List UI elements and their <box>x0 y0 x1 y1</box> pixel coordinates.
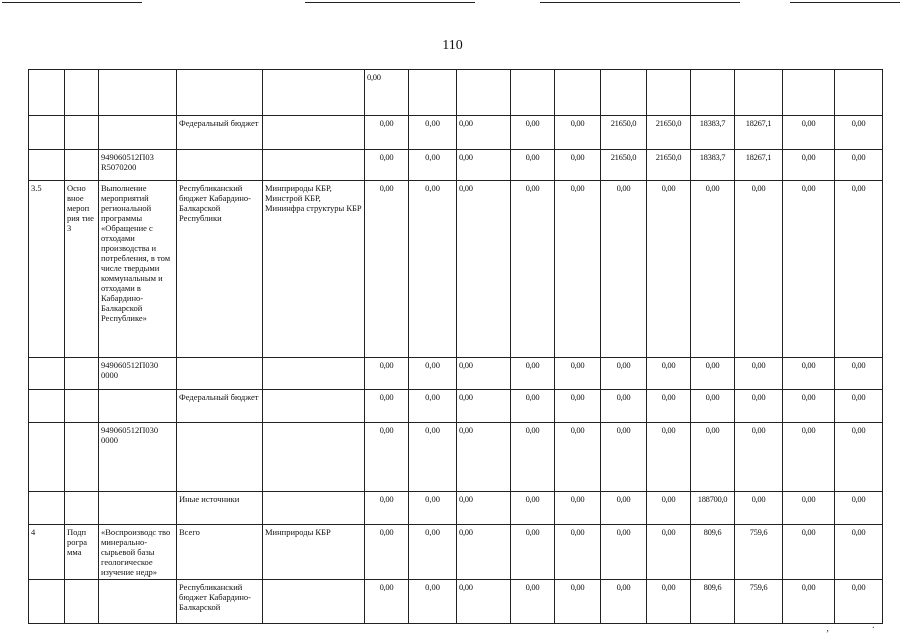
top-rule-2 <box>305 2 475 3</box>
table-row <box>29 70 883 116</box>
value-cell: 0,00 <box>511 492 555 525</box>
value-cell <box>511 70 555 116</box>
value-cell: 0,00 <box>511 150 555 181</box>
value-cell <box>555 70 601 116</box>
value-cell <box>457 70 511 116</box>
row-type-cell <box>65 580 99 624</box>
value-cell: 0,00 <box>835 116 883 150</box>
value-cell: 0,00 <box>783 580 835 624</box>
value-cell: 0,00 <box>555 525 601 580</box>
value-cell: 0,00 <box>647 580 691 624</box>
value-cell <box>601 70 647 116</box>
row-number-cell <box>29 70 65 116</box>
executor-cell: Минприроды КБР, Минстрой КБР, Мининфра структуры КБР <box>263 181 365 358</box>
value-cell: 0,00 <box>783 116 835 150</box>
value-cell: 0,00 <box>835 181 883 358</box>
row-number-cell <box>29 116 65 150</box>
value-cell: 0,00 <box>511 116 555 150</box>
value-cell <box>691 70 735 116</box>
value-cell: 0,00 <box>783 525 835 580</box>
value-cell: 18267,1 <box>735 116 783 150</box>
value-cell: 0,00 <box>555 358 601 390</box>
row-number-cell <box>29 358 65 390</box>
value-cell: 0,00 <box>555 492 601 525</box>
executor-cell <box>263 390 365 423</box>
executor-cell <box>263 70 365 116</box>
value-cell-large: 0,00 <box>409 525 457 580</box>
value-cell: 0,00 <box>365 390 409 423</box>
budget-table <box>28 69 883 624</box>
value-cell: 0,00 <box>457 116 511 150</box>
row-type-cell <box>65 150 99 181</box>
row-name-cell <box>99 390 177 423</box>
value-cell: 759,6 <box>735 525 783 580</box>
value-cell: 0,00 <box>457 525 511 580</box>
value-cell <box>835 70 883 116</box>
value-cell: 0,00 <box>601 525 647 580</box>
row-type-cell: Осно вное мероп рия тие 3 <box>65 181 99 358</box>
value-cell: 0,00 <box>365 181 409 358</box>
value-cell: 0,00 <box>835 580 883 624</box>
executor-cell <box>263 116 365 150</box>
value-cell: 0,00 <box>835 525 883 580</box>
value-cell: 0,00 <box>511 525 555 580</box>
funding-source-cell: Федеральный бюджет <box>177 390 263 423</box>
value-cell-large: 0,00 <box>409 390 457 423</box>
value-cell: 0,00 <box>511 181 555 358</box>
value-cell: 0,00 <box>735 492 783 525</box>
value-cell <box>647 70 691 116</box>
value-cell: 0,00 <box>691 181 735 358</box>
value-cell <box>409 70 457 116</box>
value-cell: 0,00 <box>457 150 511 181</box>
value-cell: 0,00 <box>601 181 647 358</box>
value-cell: 0,00 <box>835 150 883 181</box>
top-rule-4 <box>790 2 900 3</box>
executor-cell <box>263 423 365 492</box>
table-row <box>29 525 883 580</box>
funding-source-cell: Иные источники <box>177 492 263 525</box>
row-number-cell: 4 <box>29 525 65 580</box>
table-row <box>29 181 883 358</box>
value-cell: 0,00 <box>511 423 555 492</box>
value-cell: 0,00 <box>457 492 511 525</box>
value-cell: 0,00 <box>365 525 409 580</box>
value-cell: 0,00 <box>647 181 691 358</box>
value-cell: 0,00 <box>783 181 835 358</box>
row-number-cell <box>29 423 65 492</box>
value-cell: 0,00 <box>601 358 647 390</box>
row-name-cell: 949060512П030 0000 <box>99 423 177 492</box>
value-cell: 0,00 <box>783 390 835 423</box>
row-type-cell <box>65 492 99 525</box>
row-type-cell <box>65 358 99 390</box>
value-cell: 0,00 <box>647 525 691 580</box>
value-cell: 0,00 <box>783 492 835 525</box>
value-cell: 18383,7 <box>691 116 735 150</box>
value-cell-large: 0,00 <box>409 492 457 525</box>
top-rule-3 <box>540 2 740 3</box>
row-number-cell <box>29 150 65 181</box>
table-row <box>29 116 883 150</box>
value-cell: 809,6 <box>691 580 735 624</box>
value-cell: 0,00 <box>457 181 511 358</box>
row-type-cell: Подп рогра мма <box>65 525 99 580</box>
row-name-cell <box>99 70 177 116</box>
funding-source-cell <box>177 70 263 116</box>
value-cell: 21650,0 <box>647 116 691 150</box>
value-cell: 0,00 <box>691 390 735 423</box>
row-name-cell <box>99 116 177 150</box>
value-cell: 18383,7 <box>691 150 735 181</box>
value-cell: 0,00 <box>647 358 691 390</box>
value-cell: 0,00 <box>783 150 835 181</box>
row-number-cell <box>29 390 65 423</box>
value-cell: 0,00 <box>365 423 409 492</box>
value-cell: 0,00 <box>457 423 511 492</box>
value-cell-large: 0,00 <box>409 116 457 150</box>
value-cell: 0,00 <box>647 492 691 525</box>
row-type-cell <box>65 116 99 150</box>
value-cell <box>783 70 835 116</box>
row-name-cell <box>99 580 177 624</box>
value-cell: 0,00 <box>511 358 555 390</box>
value-cell: 0,00 <box>555 150 601 181</box>
value-cell: 759,6 <box>735 580 783 624</box>
value-cell: 0,00 <box>457 580 511 624</box>
row-name-cell: «Воспроизводс тво минерально-сырьевой базы геологическое изучение недр» <box>99 525 177 580</box>
top-rule-1 <box>2 2 142 3</box>
table-row <box>29 580 883 624</box>
table-row <box>29 150 883 181</box>
row-type-cell <box>65 423 99 492</box>
executor-cell <box>263 492 365 525</box>
value-cell-large: 0,00 <box>409 358 457 390</box>
table-row <box>29 390 883 423</box>
value-cell: 0,00 <box>511 390 555 423</box>
row-number-cell <box>29 492 65 525</box>
value-cell: 0,00 <box>555 390 601 423</box>
table-row <box>29 358 883 390</box>
value-cell: 0,00 <box>365 358 409 390</box>
value-cell: 809,6 <box>691 525 735 580</box>
executor-cell: Минприроды КБР <box>263 525 365 580</box>
value-cell: 0,00 <box>835 492 883 525</box>
value-cell: 0,00 <box>735 358 783 390</box>
value-cell: 21650,0 <box>601 116 647 150</box>
value-cell: 188700,0 <box>691 492 735 525</box>
funding-source-cell: Федеральный бюджет <box>177 116 263 150</box>
page-number: 110 <box>442 38 463 53</box>
value-cell-large: 0,00 <box>409 150 457 181</box>
value-cell-large: 0,00 <box>409 423 457 492</box>
value-cell-large: 0,00 <box>409 580 457 624</box>
value-cell: 21650,0 <box>647 150 691 181</box>
value-cell-large: 0,00 <box>409 181 457 358</box>
executor-cell <box>263 150 365 181</box>
row-name-cell <box>99 492 177 525</box>
value-cell: 0,00 <box>647 390 691 423</box>
value-cell: 0,00 <box>601 423 647 492</box>
value-cell: 0,00 <box>601 580 647 624</box>
executor-cell <box>263 580 365 624</box>
funding-source-cell: Республиканский бюджет Кабардино-Балкарской <box>177 580 263 624</box>
value-cell: 0,00 <box>647 423 691 492</box>
funding-source-cell <box>177 150 263 181</box>
value-cell: 0,00 <box>365 580 409 624</box>
value-cell: 0,00 <box>365 150 409 181</box>
executor-cell <box>263 358 365 390</box>
funding-source-cell <box>177 358 263 390</box>
value-cell: 18267,1 <box>735 150 783 181</box>
value-cell: 0,00 <box>457 358 511 390</box>
row-name-cell: 949060512П03 R5070200 <box>99 150 177 181</box>
value-cell: 0,00 <box>511 580 555 624</box>
table-row <box>29 423 883 492</box>
value-cell: 0,00 <box>601 492 647 525</box>
row-number-cell <box>29 580 65 624</box>
value-cell: 0,00 <box>835 423 883 492</box>
value-cell: 0,00 <box>691 423 735 492</box>
value-cell: 0,00 <box>735 181 783 358</box>
value-cell: 0,00 <box>835 390 883 423</box>
value-cell <box>735 70 783 116</box>
row-type-cell <box>65 70 99 116</box>
value-cell: 0,00 <box>735 390 783 423</box>
value-cell: 21650,0 <box>601 150 647 181</box>
value-cell: 0,00 <box>783 358 835 390</box>
funding-source-cell <box>177 423 263 492</box>
row-name-cell: Выполнение мероприятий региональной программы «Обращение с отходами производства и потребления, в том числе твердыми коммунальным и отходами в Кабардино-Балкарской Республике» <box>99 181 177 358</box>
value-cell: 0,00 <box>691 358 735 390</box>
value-cell: 0,00 <box>783 423 835 492</box>
table-row <box>29 492 883 525</box>
value-cell: 0,00 <box>735 423 783 492</box>
bottom-marks: ‚ · <box>825 623 895 634</box>
value-cell: 0,00 <box>555 423 601 492</box>
funding-source-cell: Республиканский бюджет Кабардино-Балкарской Республики <box>177 181 263 358</box>
value-cell: 0,00 <box>555 580 601 624</box>
value-cell: 0,00 <box>365 116 409 150</box>
row-type-cell <box>65 390 99 423</box>
row-name-cell: 949060512П030 0000 <box>99 358 177 390</box>
value-cell: 0,00 <box>457 390 511 423</box>
value-cell: 0,00 <box>365 492 409 525</box>
row-number-cell: 3.5 <box>29 181 65 358</box>
value-cell: 0,00 <box>601 390 647 423</box>
value-cell: 0,00 <box>555 181 601 358</box>
value-cell: 0,00 <box>555 116 601 150</box>
value-cell: 0,00 <box>835 358 883 390</box>
funding-source-cell: Всего <box>177 525 263 580</box>
value-cell: 0,00 <box>365 70 409 116</box>
